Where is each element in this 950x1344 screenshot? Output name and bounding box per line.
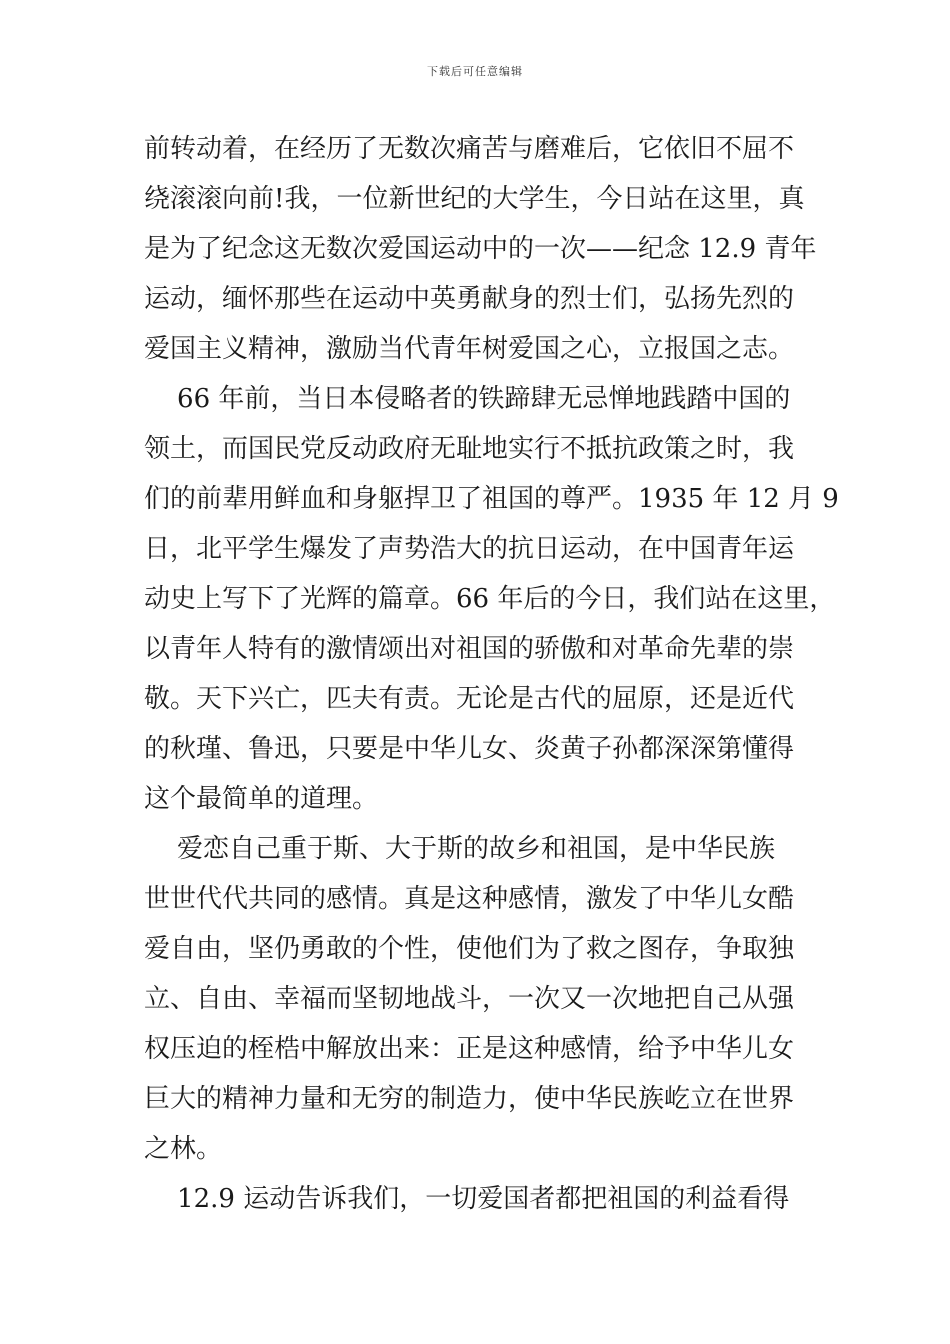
body-text <box>144 124 839 1224</box>
text-line: 爱国主义精神，激励当代青年树爱国之心，立报国之志。 <box>144 334 795 364</box>
header-note: 下载后可任意编辑 <box>427 65 523 78</box>
text-line: 爱自由，坚仍勇敢的个性，使他们为了救之图存，争取独 <box>144 934 795 964</box>
text-line: 巨大的精神力量和无穷的制造力，使中华民族屹立在世界 <box>144 1084 795 1114</box>
text-line: 日，北平学生爆发了声势浩大的抗日运动，在中国青年运 <box>144 534 795 564</box>
text-line: 以青年人特有的激情颂出对祖国的骄傲和对革命先辈的崇 <box>144 634 795 664</box>
text-line: 立、自由、幸福而坚韧地战斗，一次又一次地把自己从强 <box>144 984 795 1014</box>
text-line: 前转动着，在经历了无数次痛苦与磨难后，它依旧不屈不 <box>144 134 795 164</box>
text-line: 们的前辈用鲜血和身躯捍卫了祖国的尊严。1935 年 12 月 9 <box>144 484 839 514</box>
text-line: 12.9 运动告诉我们，一切爱国者都把祖国的利益看得 <box>144 1184 790 1214</box>
text-line: 敬。天下兴亡，匹夫有责。无论是古代的屈原，还是近代 <box>144 684 795 714</box>
text-line: 之林。 <box>144 1134 223 1164</box>
text-line: 是为了纪念这无数次爱国运动中的一次——纪念 12.9 青年 <box>144 234 817 264</box>
text-line: 动史上写下了光辉的篇章。66 年后的今日，我们站在这里， <box>144 584 836 614</box>
text-line: 66 年前，当日本侵略者的铁蹄肆无忌惮地践踏中国的 <box>144 384 791 414</box>
text-line: 绕滚滚向前!我，一位新世纪的大学生，今日站在这里，真 <box>144 184 805 214</box>
text-line: 运动，缅怀那些在运动中英勇献身的烈士们，弘扬先烈的 <box>144 284 795 314</box>
text-line: 这个最简单的道理。 <box>144 784 379 814</box>
text-line: 爱恋自己重于斯、大于斯的故乡和祖国，是中华民族 <box>144 834 776 864</box>
text-line: 世世代代共同的感情。真是这种感情，激发了中华儿女酷 <box>144 884 795 914</box>
text-line: 权压迫的桎梏中解放出来：正是这种感情，给予中华儿女 <box>144 1034 795 1064</box>
text-line: 的秋瑾、鲁迅，只要是中华儿女、炎黄子孙都深深第懂得 <box>144 734 795 764</box>
text-line: 领土，而国民党反动政府无耻地实行不抵抗政策之时，我 <box>144 434 795 464</box>
